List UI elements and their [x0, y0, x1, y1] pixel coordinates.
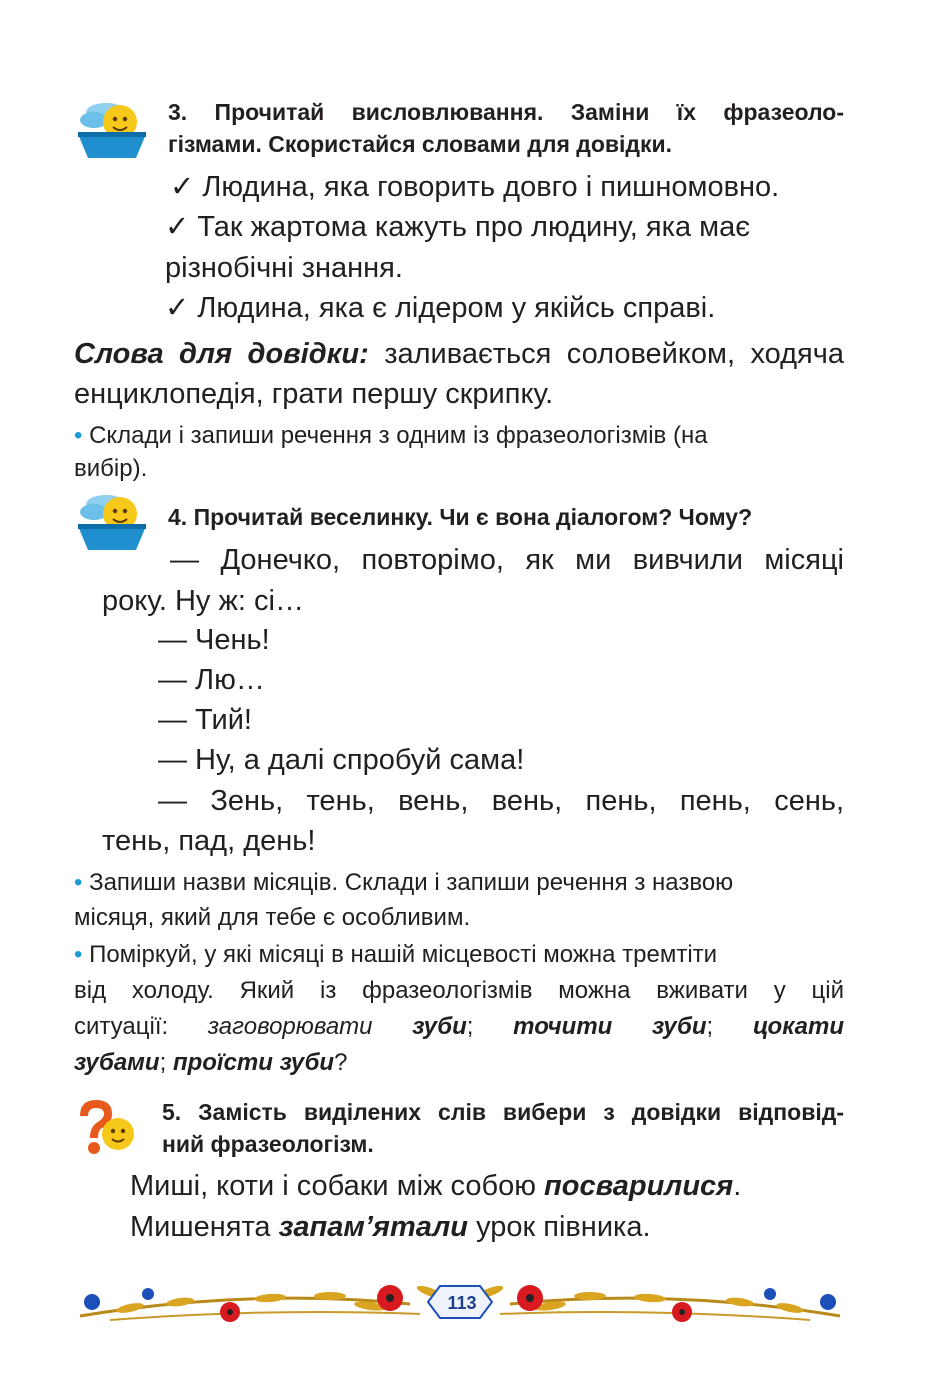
- check-icon: ✓: [170, 171, 195, 203]
- task-4-subtask-1: • Запиши назви місяців. Склади і запиши речення з назвою: [74, 869, 734, 896]
- task-4-subtask-2: • Поміркуй, у які місяці в нашій місцевості можна тремтіти: [74, 941, 718, 968]
- bullet-icon: •: [74, 422, 83, 449]
- task-3-item-2: ✓ Так жартома кажуть про людину, яка має: [165, 211, 750, 243]
- task-4-subtask-2-line2: від холоду. Який із фразеологізмів можна вживати у цій: [74, 977, 844, 1004]
- sun-in-tub-icon: [72, 490, 152, 552]
- dialog-line-3: — Лю…: [158, 664, 265, 696]
- phrase-1: заговорювати: [207, 1013, 373, 1040]
- task-4-subtask-1-cont: місяця, який для тебе є особливим.: [74, 904, 471, 931]
- task-4-subtask-2-line4: зубами; проїсти зуби?: [74, 1049, 348, 1076]
- task-3-item-1: ✓ Людина, яка говорить довго і пишномовно.: [170, 171, 780, 203]
- task-5-title-line2: ний фразеологізм.: [162, 1131, 374, 1157]
- check-icon: ✓: [165, 292, 190, 324]
- bullet-icon: •: [74, 869, 83, 896]
- dialog-line-6-cont: тень, пад, день!: [102, 825, 316, 857]
- question-sun-icon: [72, 1096, 142, 1160]
- task-3-title-line1: 3. Прочитай висловлювання. Заміни їх фразеоло-: [168, 99, 844, 125]
- task-3-item-3: ✓ Людина, яка є лідером у якійсь справі.: [165, 292, 716, 324]
- task-4-subtask-2-line3: ситуації: заговорювати зуби; точити зуби; цокати: [74, 1013, 845, 1040]
- phrase-2: точити зуби: [513, 1013, 707, 1040]
- dialog-line-1: — Донечко, повторімо, як ми вивчили місяці: [170, 544, 844, 576]
- check-icon: ✓: [165, 211, 190, 243]
- phrase-3: цокати: [752, 1013, 845, 1040]
- dialog-line-4: — Тий!: [158, 704, 252, 736]
- task-5-sentence-2: Мишенята запам’ятали урок півника.: [130, 1211, 651, 1243]
- task-4-title: 4. Прочитай веселинку. Чи є вона діалогом? Чому?: [168, 504, 753, 530]
- dialog-line-5: — Ну, а далі спробуй сама!: [158, 744, 525, 776]
- help-words-label: Слова для довідки:: [74, 338, 369, 370]
- task-3-subtask: • Склади і запиши речення з одним із фразеологізмів (на: [74, 422, 708, 449]
- page-number: 113: [447, 1293, 477, 1313]
- help-words-line1: Слова для довідки: заливається соловейком, ходяча: [74, 338, 844, 370]
- task-3-item-2-cont: різнобічні знання.: [165, 252, 403, 284]
- dialog-line-6: — Зень, тень, вень, вень, пень, пень, сень,: [158, 785, 844, 817]
- help-words-line2: енциклопедія, грати першу скрипку.: [74, 378, 554, 410]
- dialog-line-1-cont: року. Ну ж: сі…: [102, 585, 304, 617]
- task-5-title-line1: 5. Замість виділених слів вибери з довідки відповід-: [162, 1099, 844, 1125]
- dialog-line-2: — Чень!: [158, 624, 270, 656]
- task-3-subtask-cont: вибір).: [74, 455, 148, 482]
- task-5-sentence-1: Миші, коти і собаки між собою посварилися.: [130, 1170, 742, 1202]
- sun-in-tub-icon: [72, 98, 152, 160]
- phrase-4: проїсти зуби: [172, 1049, 335, 1076]
- task-3-title-line2: гізмами. Скористайся словами для довідки.: [168, 131, 673, 157]
- bullet-icon: •: [74, 941, 83, 968]
